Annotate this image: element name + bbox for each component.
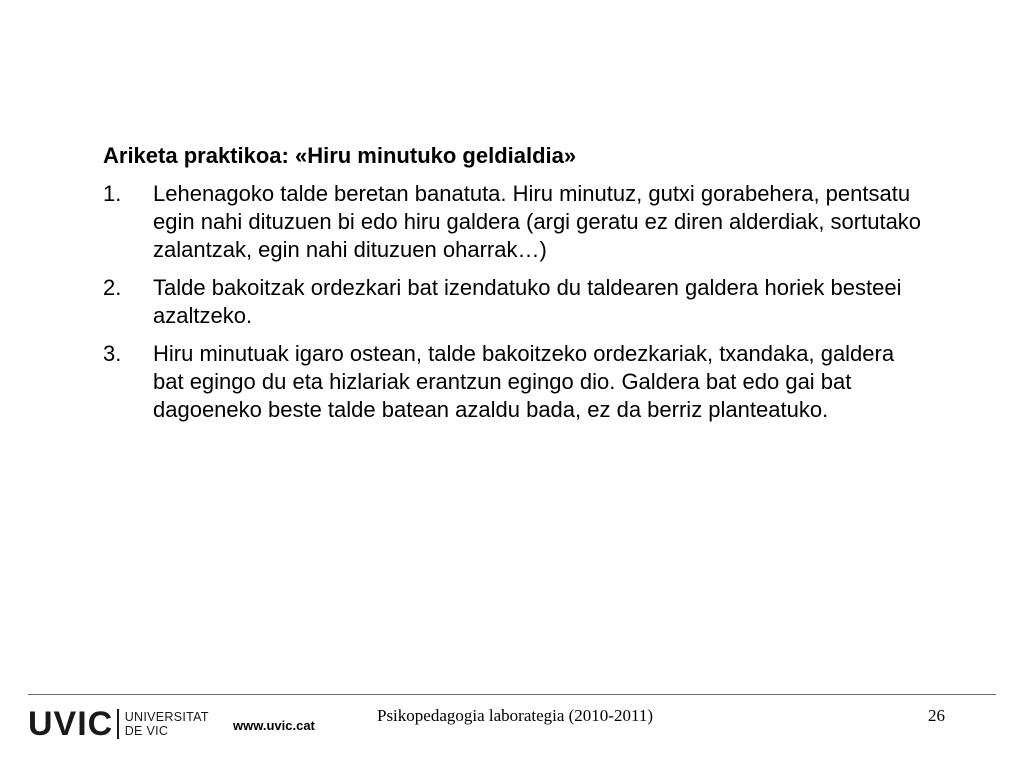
list-item	[103, 274, 923, 330]
logo-separator	[117, 709, 119, 739]
logo-line-2: DE VIC	[124, 724, 169, 738]
slide-content	[103, 140, 923, 434]
list-item-number: 1.	[103, 181, 122, 206]
slide-heading: Ariketa praktikoa: «Hiru minutuko geldialdia»	[103, 143, 577, 168]
list-item-text: Talde bakoitzak ordezkari bat izendatuko du taldearen galdera horiek besteei azaltzeko.	[153, 275, 902, 328]
page-number: 26	[928, 706, 945, 725]
footer-title: Psikopedagogia laborategia (2010-2011)	[376, 706, 654, 725]
uvic-logo	[28, 707, 209, 741]
logo-mark: UVIC	[28, 705, 114, 743]
list-item-text: Lehenagoko talde beretan banatuta. Hiru minutuz, gutxi gorabehera, pentsatu egin nahi dituzuen bi edo hiru galdera (argi geratu ez diren alderdiak, sortutako zalantzak, egin nahi dituzuen oharrak…)	[153, 181, 922, 262]
footer-url: www.uvic.cat	[233, 718, 315, 733]
list-item-number: 2.	[103, 275, 122, 300]
list-item-text: Hiru minutuak igaro ostean, talde bakoitzeko ordezkariak, txandaka, galdera bat egingo du eta hizlariak erantzun egingo dio. Galdera bat edo gai bat dagoeneko beste talde batean azaldu bada, ez da berriz planteatuko.	[153, 341, 895, 422]
list-item	[103, 180, 923, 264]
list-item-number: 3.	[103, 341, 122, 366]
footer-divider	[28, 694, 996, 695]
logo-line-1: UNIVERSITAT	[124, 710, 209, 724]
list-item	[103, 340, 923, 424]
logo-subtitle	[125, 710, 209, 738]
